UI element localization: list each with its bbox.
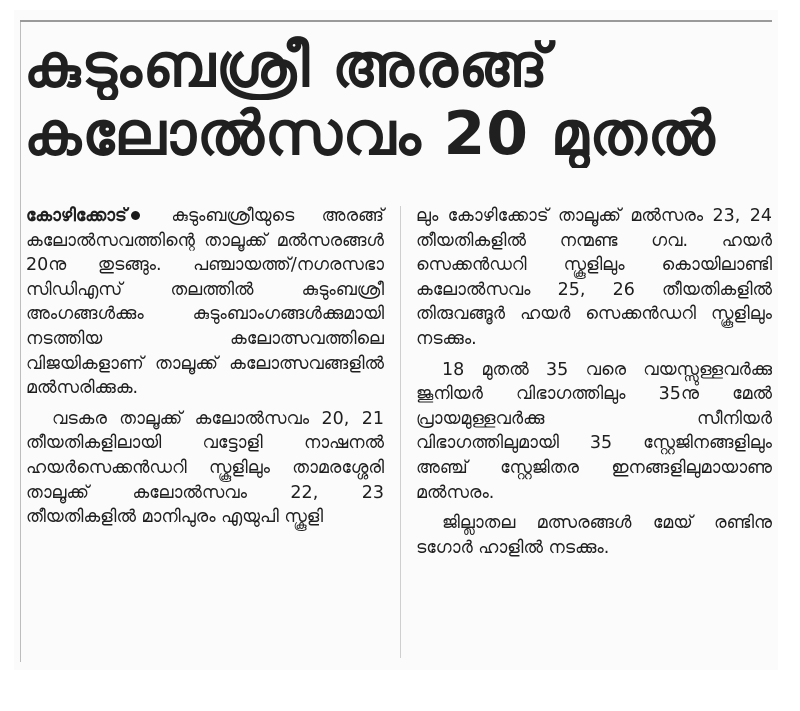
- paragraph-4: 18 മുതൽ 35 വരെ വയസ്സുള്ളവർക്കു ജൂനിയർ വിഭാഗത്തിലും 35നു മേൽ പ്രായമുള്ളവർക്കു സീനിയർ വിഭാഗത്തിലുമായി 35 സ്റ്റേജിനങ്ങളിലും അഞ്ച് സ്റ്റേജിതര ഇനങ്ങളിലുമായാണു മൽസരം.: [416, 359, 772, 503]
- bullet-icon: [131, 211, 140, 220]
- article-column-right: [416, 204, 772, 560]
- paragraph-1: [26, 204, 384, 401]
- left-rule: [20, 22, 21, 662]
- headline: [24, 32, 764, 168]
- headline-line-1: കുടുംബശ്രീ അരങ്ങ്: [24, 32, 549, 100]
- top-rule: [20, 20, 772, 22]
- headline-line-2: കലോൽസവം 20 മുതൽ: [24, 100, 716, 168]
- article-column-left: [26, 204, 384, 530]
- paragraph-3: ലും കോഴിക്കോട് താലൂക്ക് മൽസരം 23, 24 തീയതികളിൽ നന്മണ്ട ഗവ. ഹയർ സെക്കൻഡറി സ്കൂളിലും കൊയിലാണ്ടി കലോൽസവം 25, 26 തീയതികളിൽ തിരുവങ്ങൂർ ഹയർ സെക്കൻഡറി സ്കൂളിലും നടക്കും.: [416, 206, 772, 349]
- column-divider: [400, 206, 401, 658]
- paragraph-2: വടകര താലൂക്ക് കലോൽസവം 20, 21 തീയതികളിലായി വട്ടോളി നാഷനൽ ഹയർസെക്കൻഡറി സ്കൂളിലും താമരശ്ശേരി താലൂക്ക് കലോൽസവം 22, 23 തീയതികളിൽ മാനിപുരം എയുപി സ്കൂളി: [26, 408, 384, 528]
- paragraph-1-text: കുടുംബശ്രീയുടെ അരങ്ങ് കലോൽസവത്തിന്റെ താലൂക്ക് മൽസരങ്ങൾ 20നു തുടങ്ങും. പഞ്ചായത്ത്/നഗരസഭാ സിഡിഎസ് തലത്തിൽ കുടുംബശ്രീ അംഗങ്ങൾക്കും കുടുംബാംഗങ്ങൾക്കുമായി നടത്തിയ കലോത്സവത്തിലെ വിജയികളാണ് താലൂക്ക് കലോത്സവങ്ങളിൽ മൽസരിക്കുക.: [26, 206, 384, 399]
- dateline: കോഴിക്കോട്: [26, 206, 127, 226]
- paragraph-5: ജില്ലാതല മത്സരങ്ങൾ മേയ് രണ്ടിനു ടഗോർ ഹാളിൽ നടക്കും.: [416, 513, 772, 558]
